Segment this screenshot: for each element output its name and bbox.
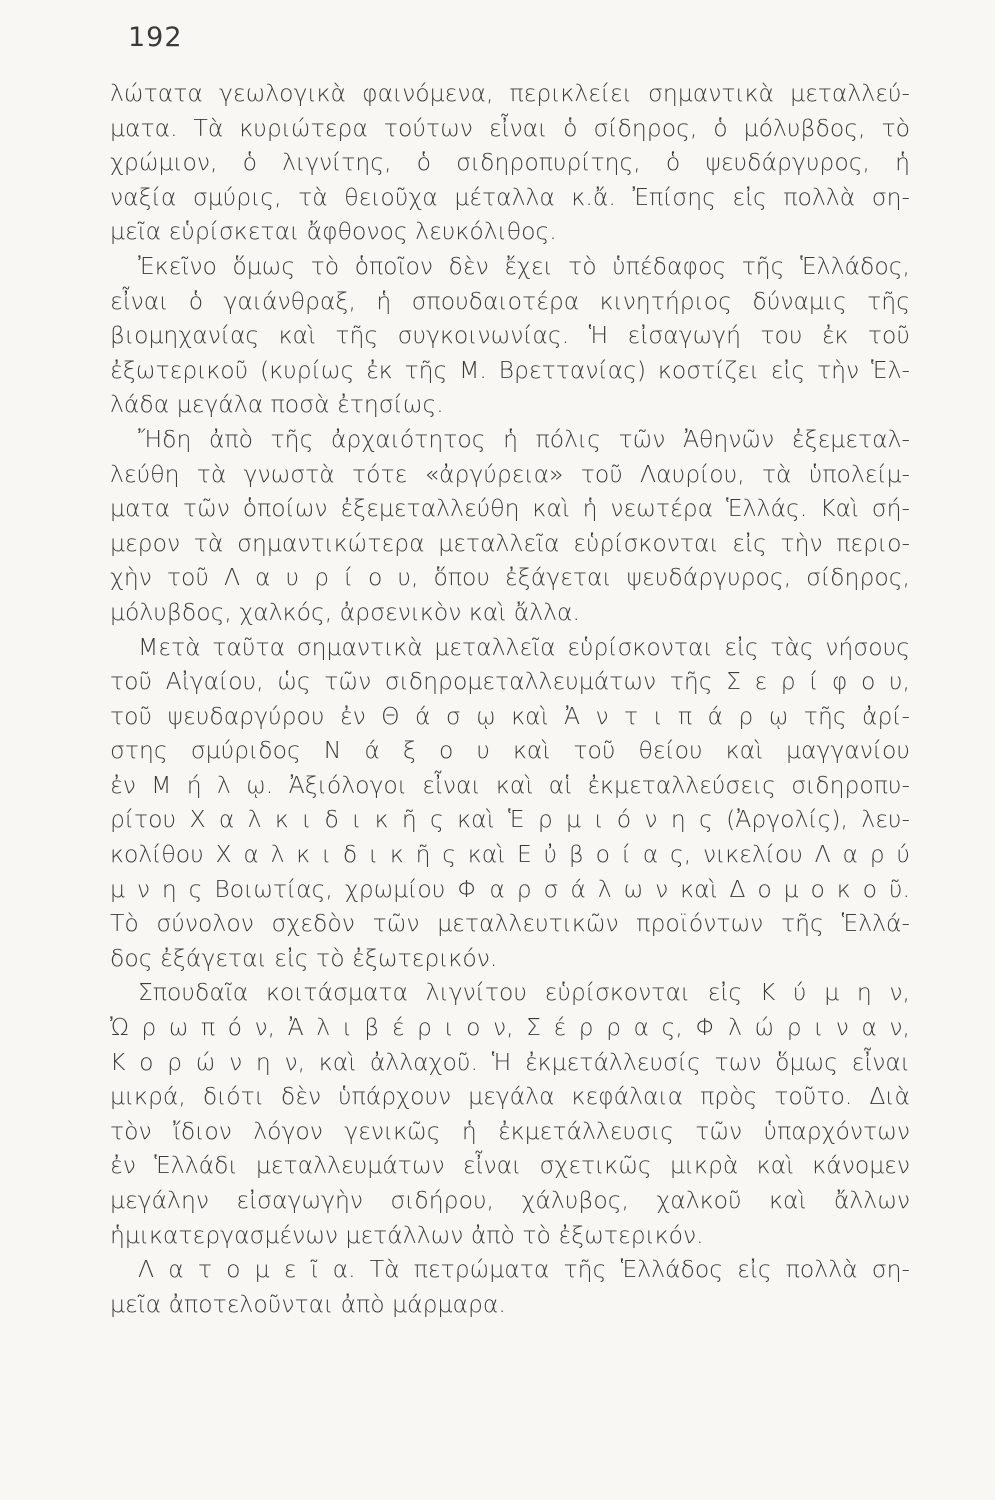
text-line: ἐξωτερικοῦ (κυρίως ἐκ τῆς Μ. Βρεττανίας) κοστίζει εἰς τὴν Ἑλ- — [110, 355, 910, 384]
text-line: Κ ο ρ ώ ν η ν, καὶ ἀλλαχοῦ. Ἡ ἐκμετάλλευσίς των ὅμως εἶναι — [110, 1047, 910, 1076]
text-line: μεῖα ἀποτελοῦνται ἀπὸ μάρμαρα. — [110, 1289, 506, 1318]
text-line: Μετὰ ταῦτα σημαντικὰ μεταλλεῖα εὑρίσκονται εἰς τὰς νήσους — [138, 632, 910, 661]
text-line: ἐν Μ ή λ ῳ. Ἀξιόλογοι εἶναι καὶ αἱ ἐκμεταλλεύσεις σιδηροπυ- — [110, 770, 910, 799]
page-number: 192 — [128, 22, 183, 53]
text-line: μερον τὰ σημαντικώτερα μεταλλεῖα εὑρίσκονται εἰς τὴν περιο- — [110, 528, 910, 557]
text-line: μεῖα εὑρίσκεται ἄφθονος λευκόλιθος. — [110, 217, 557, 246]
text-line: ματα τῶν ὁποίων ἐξεμεταλλεύθη καὶ ἡ νεωτέρα Ἑλλάς. Καὶ σή- — [110, 494, 910, 523]
text-line: ματα. Τὰ κυριώτερα τούτων εἶναι ὁ σίδηρος, ὁ μόλυβδος, τὸ — [110, 113, 910, 142]
text-line: Ἤδη ἀπὸ τῆς ἀρχαιότητος ἡ πόλις τῶν Ἀθηνῶν ἐξεμεταλ- — [138, 424, 910, 453]
body-text — [110, 76, 910, 1321]
text-line: λάδα μεγάλα ποσὰ ἐτησίως. — [110, 390, 444, 419]
text-line: στης σμύριδος Ν ά ξ ο υ καὶ τοῦ θείου καὶ μαγγανίου — [110, 736, 910, 765]
text-line: χρώμιον, ὁ λιγνίτης, ὁ σιδηροπυρίτης, ὁ ψευδάργυρος, ἡ — [110, 148, 910, 177]
text-line: ἐν Ἑλλάδι μεταλλευμάτων εἶναι σχετικῶς μικρὰ καὶ κάνομεν — [110, 1151, 910, 1180]
text-line: βιομηχανίας καὶ τῆς συγκοινωνίας. Ἡ εἰσαγωγή του ἐκ τοῦ — [110, 321, 910, 350]
text-line: Ὠ ρ ω π ό ν, Ἀ λ ι β έ ρ ι ο ν, Σ έ ρ ρ α ς, Φ λ ώ ρ ι ν α ν, — [110, 1013, 910, 1042]
text-line: μικρά, διότι δὲν ὑπάρχουν μεγάλα κεφάλαια πρὸς τοῦτο. Διὰ — [110, 1082, 910, 1111]
text-line: Λ α τ ο μ ε ῖ α. Τὰ πετρώματα τῆς Ἑλλάδος εἰς πολλὰ ση- — [138, 1255, 910, 1284]
text-line: Σπουδαῖα κοιτάσματα λιγνίτου εὑρίσκονται εἰς Κ ύ μ η ν, — [138, 978, 910, 1007]
text-line: λώτατα γεωλογικὰ φαινόμενα, περικλείει σημαντικὰ μεταλλεύ- — [110, 79, 910, 107]
text-line: ρίτου Χ α λ κ ι δ ι κ ῆ ς καὶ Ἑ ρ μ ι ό ν η ς (Ἀργολίς), λευ- — [110, 805, 910, 834]
text-line: μεγάλην εἰσαγωγὴν σιδήρου, χάλυβος, χαλκοῦ καὶ ἄλλων — [110, 1186, 910, 1214]
text-line: χὴν τοῦ Λ α υ ρ ί ο υ, ὅπου ἐξάγεται ψευδάργυρος, σίδηρος, — [110, 563, 910, 592]
text-line: ναξία σμύρις, τὰ θειοῦχα μέταλλα κ.ἄ. Ἐπίσης εἰς πολλὰ ση- — [110, 182, 910, 211]
text-line: δος ἐξάγεται εἰς τὸ ἐξωτερικόν. — [110, 943, 498, 972]
text-line: μ ν η ς Βοιωτίας, χρωμίου Φ α ρ σ ά λ ω ν καὶ Δ ο μ ο κ ο ῦ. — [110, 874, 910, 903]
text-line: κολίθου Χ α λ κ ι δ ι κ ῆ ς καὶ Ε ὐ β ο ί α ς, νικελίου Λ α ρ ύ — [110, 840, 910, 869]
text-line: ἡμικατεργασμένων μετάλλων ἀπὸ τὸ ἐξωτερικόν. — [110, 1220, 704, 1249]
text-line: τοῦ ψευδαργύρου ἐν Θ ά σ ῳ καὶ Ἀ ν τ ι π ά ρ ῳ τῆς ἀρί- — [110, 701, 910, 730]
text-line: Ἐκεῖνο ὅμως τὸ ὁποῖον δὲν ἔχει τὸ ὑπέδαφος τῆς Ἑλλάδος, — [138, 251, 910, 280]
text-line: τὸν ἴδιον λόγον γενικῶς ἡ ἐκμετάλλευσις τῶν ὑπαρχόντων — [110, 1116, 910, 1145]
text-line: τοῦ Αἰγαίου, ὡς τῶν σιδηρομεταλλευμάτων τῆς Σ ε ρ ί φ ο υ, — [110, 667, 910, 696]
text-line: εἶναι ὁ γαιάνθραξ, ἡ σπουδαιοτέρα κινητήριος δύναμις τῆς — [110, 286, 910, 315]
text-line: λεύθη τὰ γνωστὰ τότε «ἀργύρεια» τοῦ Λαυρίου, τὰ ὑπολείμ- — [110, 459, 910, 488]
text-line: μόλυβδος, χαλκός, ἀρσενικὸν καὶ ἄλλα. — [110, 597, 580, 626]
text-line: Τὸ σύνολον σχεδὸν τῶν μεταλλευτικῶν προϊόντων τῆς Ἑλλά- — [110, 909, 910, 938]
